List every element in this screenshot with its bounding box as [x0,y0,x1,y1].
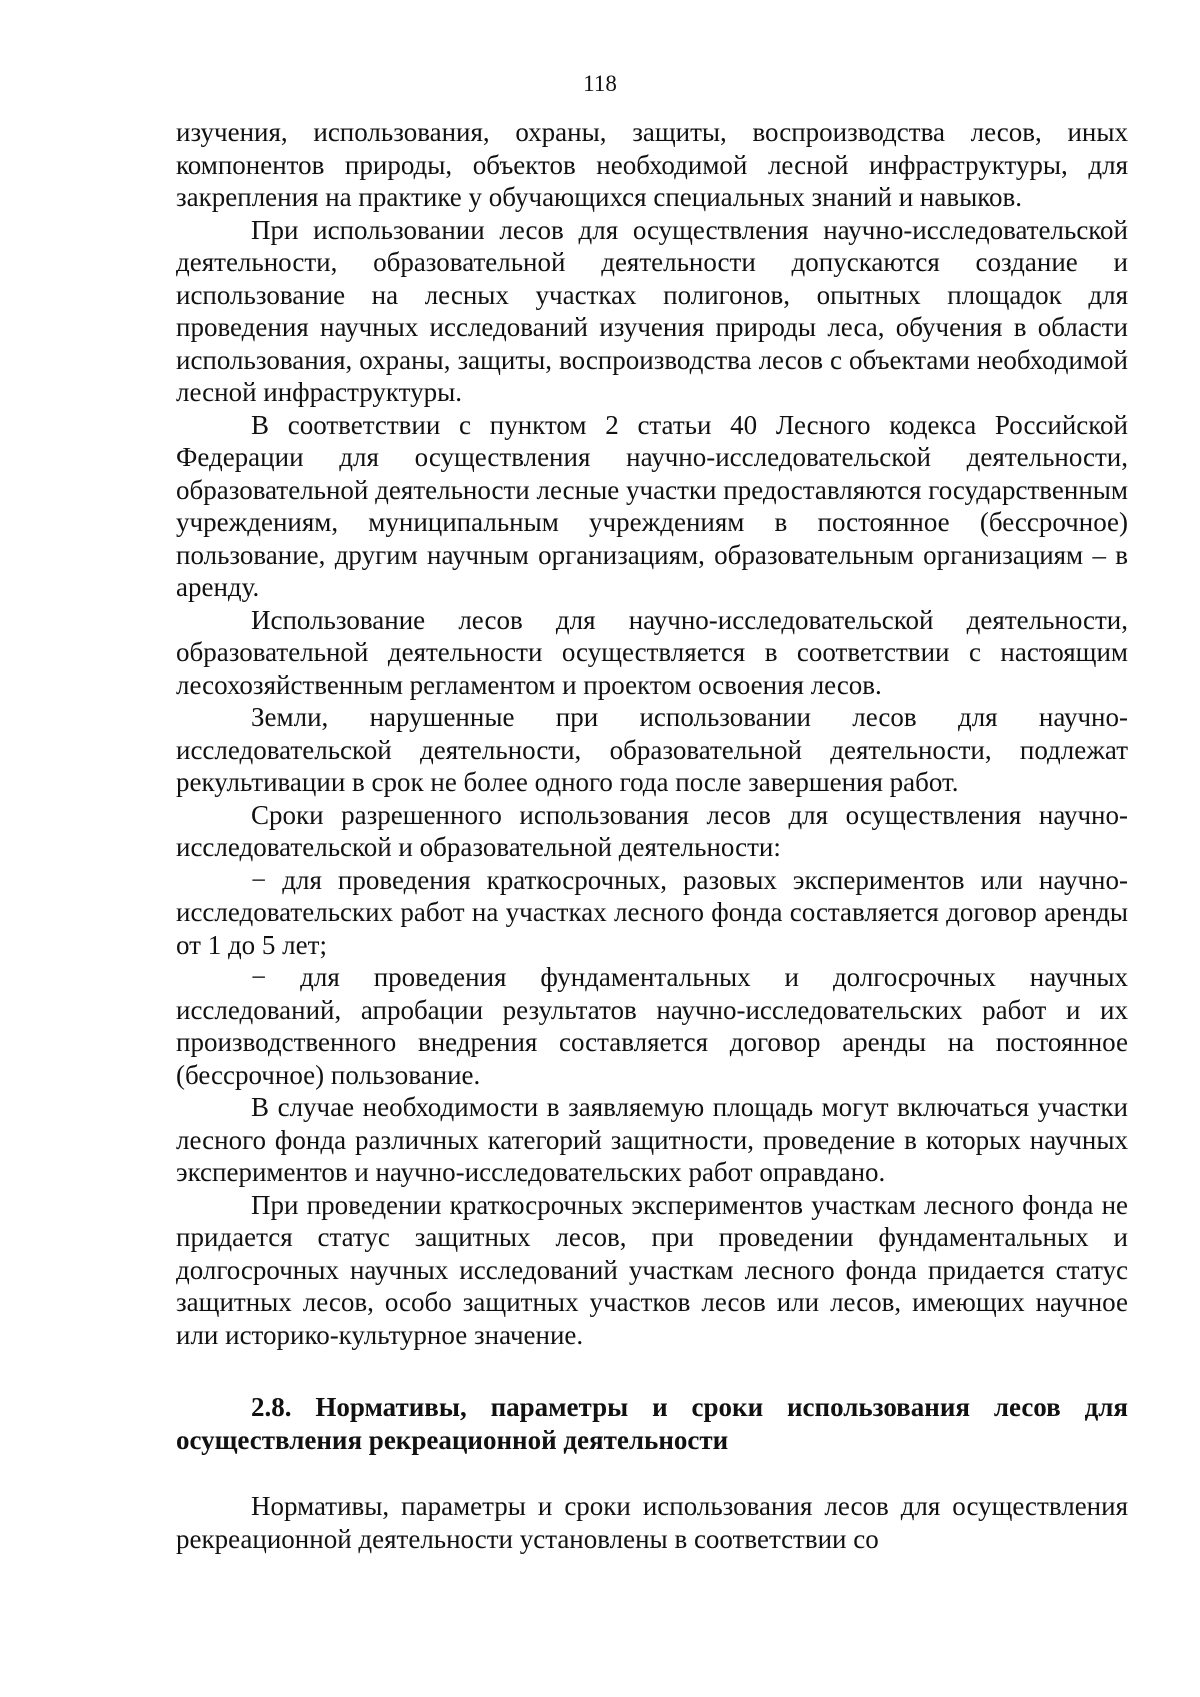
paragraph: В соответствии с пунктом 2 статьи 40 Лесного кодекса Российской Федерации для осуществления научно-исследовательской деятельности, образовательной деятельности лесные участки предоставляются государственным учреждениям, муниципальным учреждениям в постоянное (бессрочное) пользование, другим научным организациям, образовательным организациям – в аренду. [176,409,1128,602]
paragraph: При использовании лесов для осуществления научно-исследовательской деятельности, образовательной деятельности допускаются создание и использование на лесных участках полигонов, опытных площадок для проведения научных исследований изучения природы леса, обучения в области использования, охраны, защиты, воспроизводства лесов с объектами необходимой лесной инфраструктуры. [176,214,1128,407]
paragraph: При проведении краткосрочных экспериментов участкам лесного фонда не придается статус защитных лесов, при проведении фундаментальных и долгосрочных научных исследований участкам лесного фонда придается статус защитных лесов, особо защитных участков лесов или лесов, имеющих научное или историко-культурное значение. [176,1189,1128,1350]
paragraph: В случае необходимости в заявляемую площадь могут включаться участки лесного фонда различных категорий защитности, проведение в которых научных экспериментов и научно-исследовательских работ оправдано. [176,1092,1128,1187]
paragraph: Сроки разрешенного использования лесов для осуществления научно-исследовательской и образовательной деятельности: [176,799,1128,862]
document-body [176,116,1128,1555]
list-item: − для проведения фундаментальных и долгосрочных научных исследований, апробации результатов научно-исследовательских работ и их производственного внедрения составляется договор аренды на постоянное (бессрочное) пользование. [176,962,1128,1090]
paragraph: Использование лесов для научно-исследовательской деятельности, образовательной деятельности осуществляется в соответствии с настоящим лесохозяйственным регламентом и проектом освоения лесов. [176,604,1128,700]
page-number: 118 [583,71,617,96]
list-item: − для проведения краткосрочных, разовых экспериментов или научно-исследовательских работ на участках лесного фонда составляется договор аренды от 1 до 5 лет; [176,864,1128,960]
section-heading: 2.8. Нормативы, параметры и сроки использования лесов для осуществления рекреационной деятельности [176,1392,1128,1455]
paragraph: Нормативы, параметры и сроки использования лесов для осуществления рекреационной деятельности установлены в соответствии со [176,1491,1128,1554]
paragraph: Земли, нарушенные при использовании лесов для научно-исследовательской деятельности, образовательной деятельности, подлежат рекультивации в срок не более одного года после завершения работ. [176,702,1128,797]
paragraph: изучения, использования, охраны, защиты, воспроизводства лесов, иных компонентов природы, объектов необходимой лесной инфраструктуры, для закрепления на практике у обучающихся специальных знаний и навыков. [176,117,1128,212]
